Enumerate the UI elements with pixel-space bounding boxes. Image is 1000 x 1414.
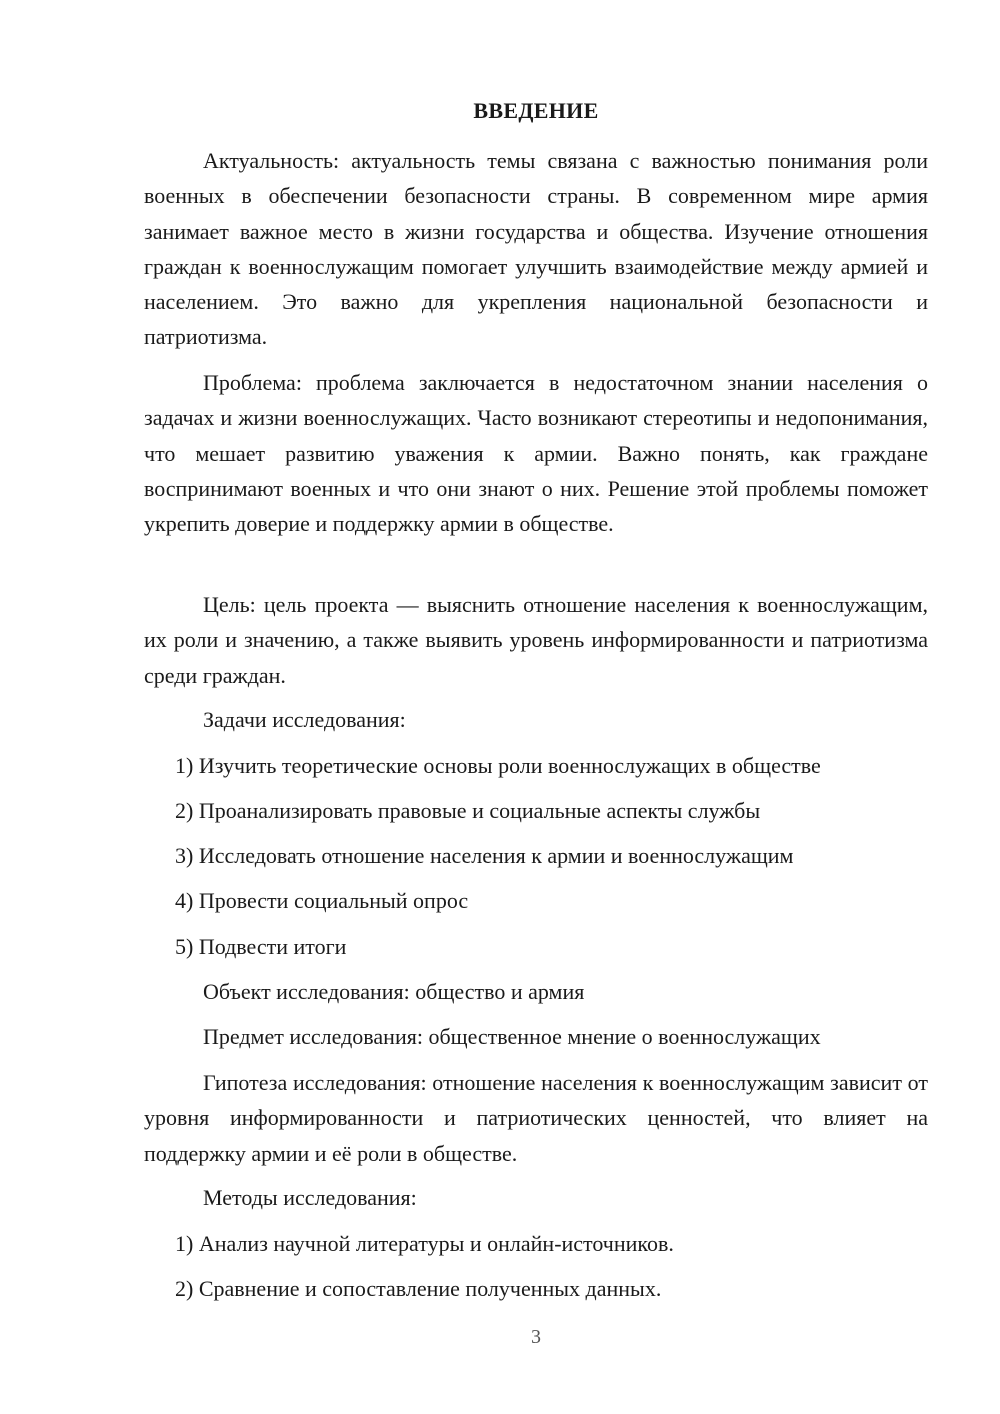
method-item: 2) Сравнение и сопоставление полученных данных. xyxy=(175,1276,662,1301)
methods-heading: Методы исследования: xyxy=(203,1185,417,1210)
problem-paragraph: Проблема: проблема заключается в недостаточном знании населения о задачах и жизни военнослужащих. Часто возникают стереотипы и недопонимания, что мешает развитию уважения к армии. Важно понять, как граждане воспринимают военных и что они знают о них. Решение этой проблемы поможет укрепить доверие и поддержку армии в обществе. xyxy=(144,370,928,537)
goal-paragraph: Цель: цель проекта — выяснить отношение населения к военнослужащим, их роли и значению, а также выявить уровень информированности и патриотизма среди граждан. xyxy=(144,592,928,688)
page-title: ВВЕДЕНИЕ xyxy=(473,98,599,123)
research-subject: Предмет исследования: общественное мнение о военнослужащих xyxy=(203,1024,821,1049)
method-item: 1) Анализ научной литературы и онлайн-источников. xyxy=(175,1231,674,1256)
task-item: 4) Провести социальный опрос xyxy=(175,888,469,913)
relevance-paragraph: Актуальность: актуальность темы связана с важностью понимания роли военных в обеспечении безопасности страны. В современном мире армия занимает важное место в жизни государства и общества. Изучение отношения граждан к военнослужащим помогает улучшить взаимодействие между армией и населением. Это важно для укрепления национальной безопасности и патриотизма. xyxy=(144,148,928,350)
task-item: 3) Исследовать отношение населения к армии и военнослужащим xyxy=(175,843,794,868)
task-item: 2) Проанализировать правовые и социальные аспекты службы xyxy=(175,798,761,823)
tasks-heading: Задачи исследования: xyxy=(203,707,406,732)
research-object: Объект исследования: общество и армия xyxy=(203,979,585,1004)
task-item: 5) Подвести итоги xyxy=(175,934,347,959)
hypothesis-paragraph: Гипотеза исследования: отношение населения к военнослужащим зависит от уровня информированности и патриотических ценностей, что влияет на поддержку армии и её роли в обществе. xyxy=(144,1070,928,1166)
page-number: 3 xyxy=(531,1326,541,1348)
task-item: 1) Изучить теоретические основы роли военнослужащих в обществе xyxy=(175,753,821,778)
